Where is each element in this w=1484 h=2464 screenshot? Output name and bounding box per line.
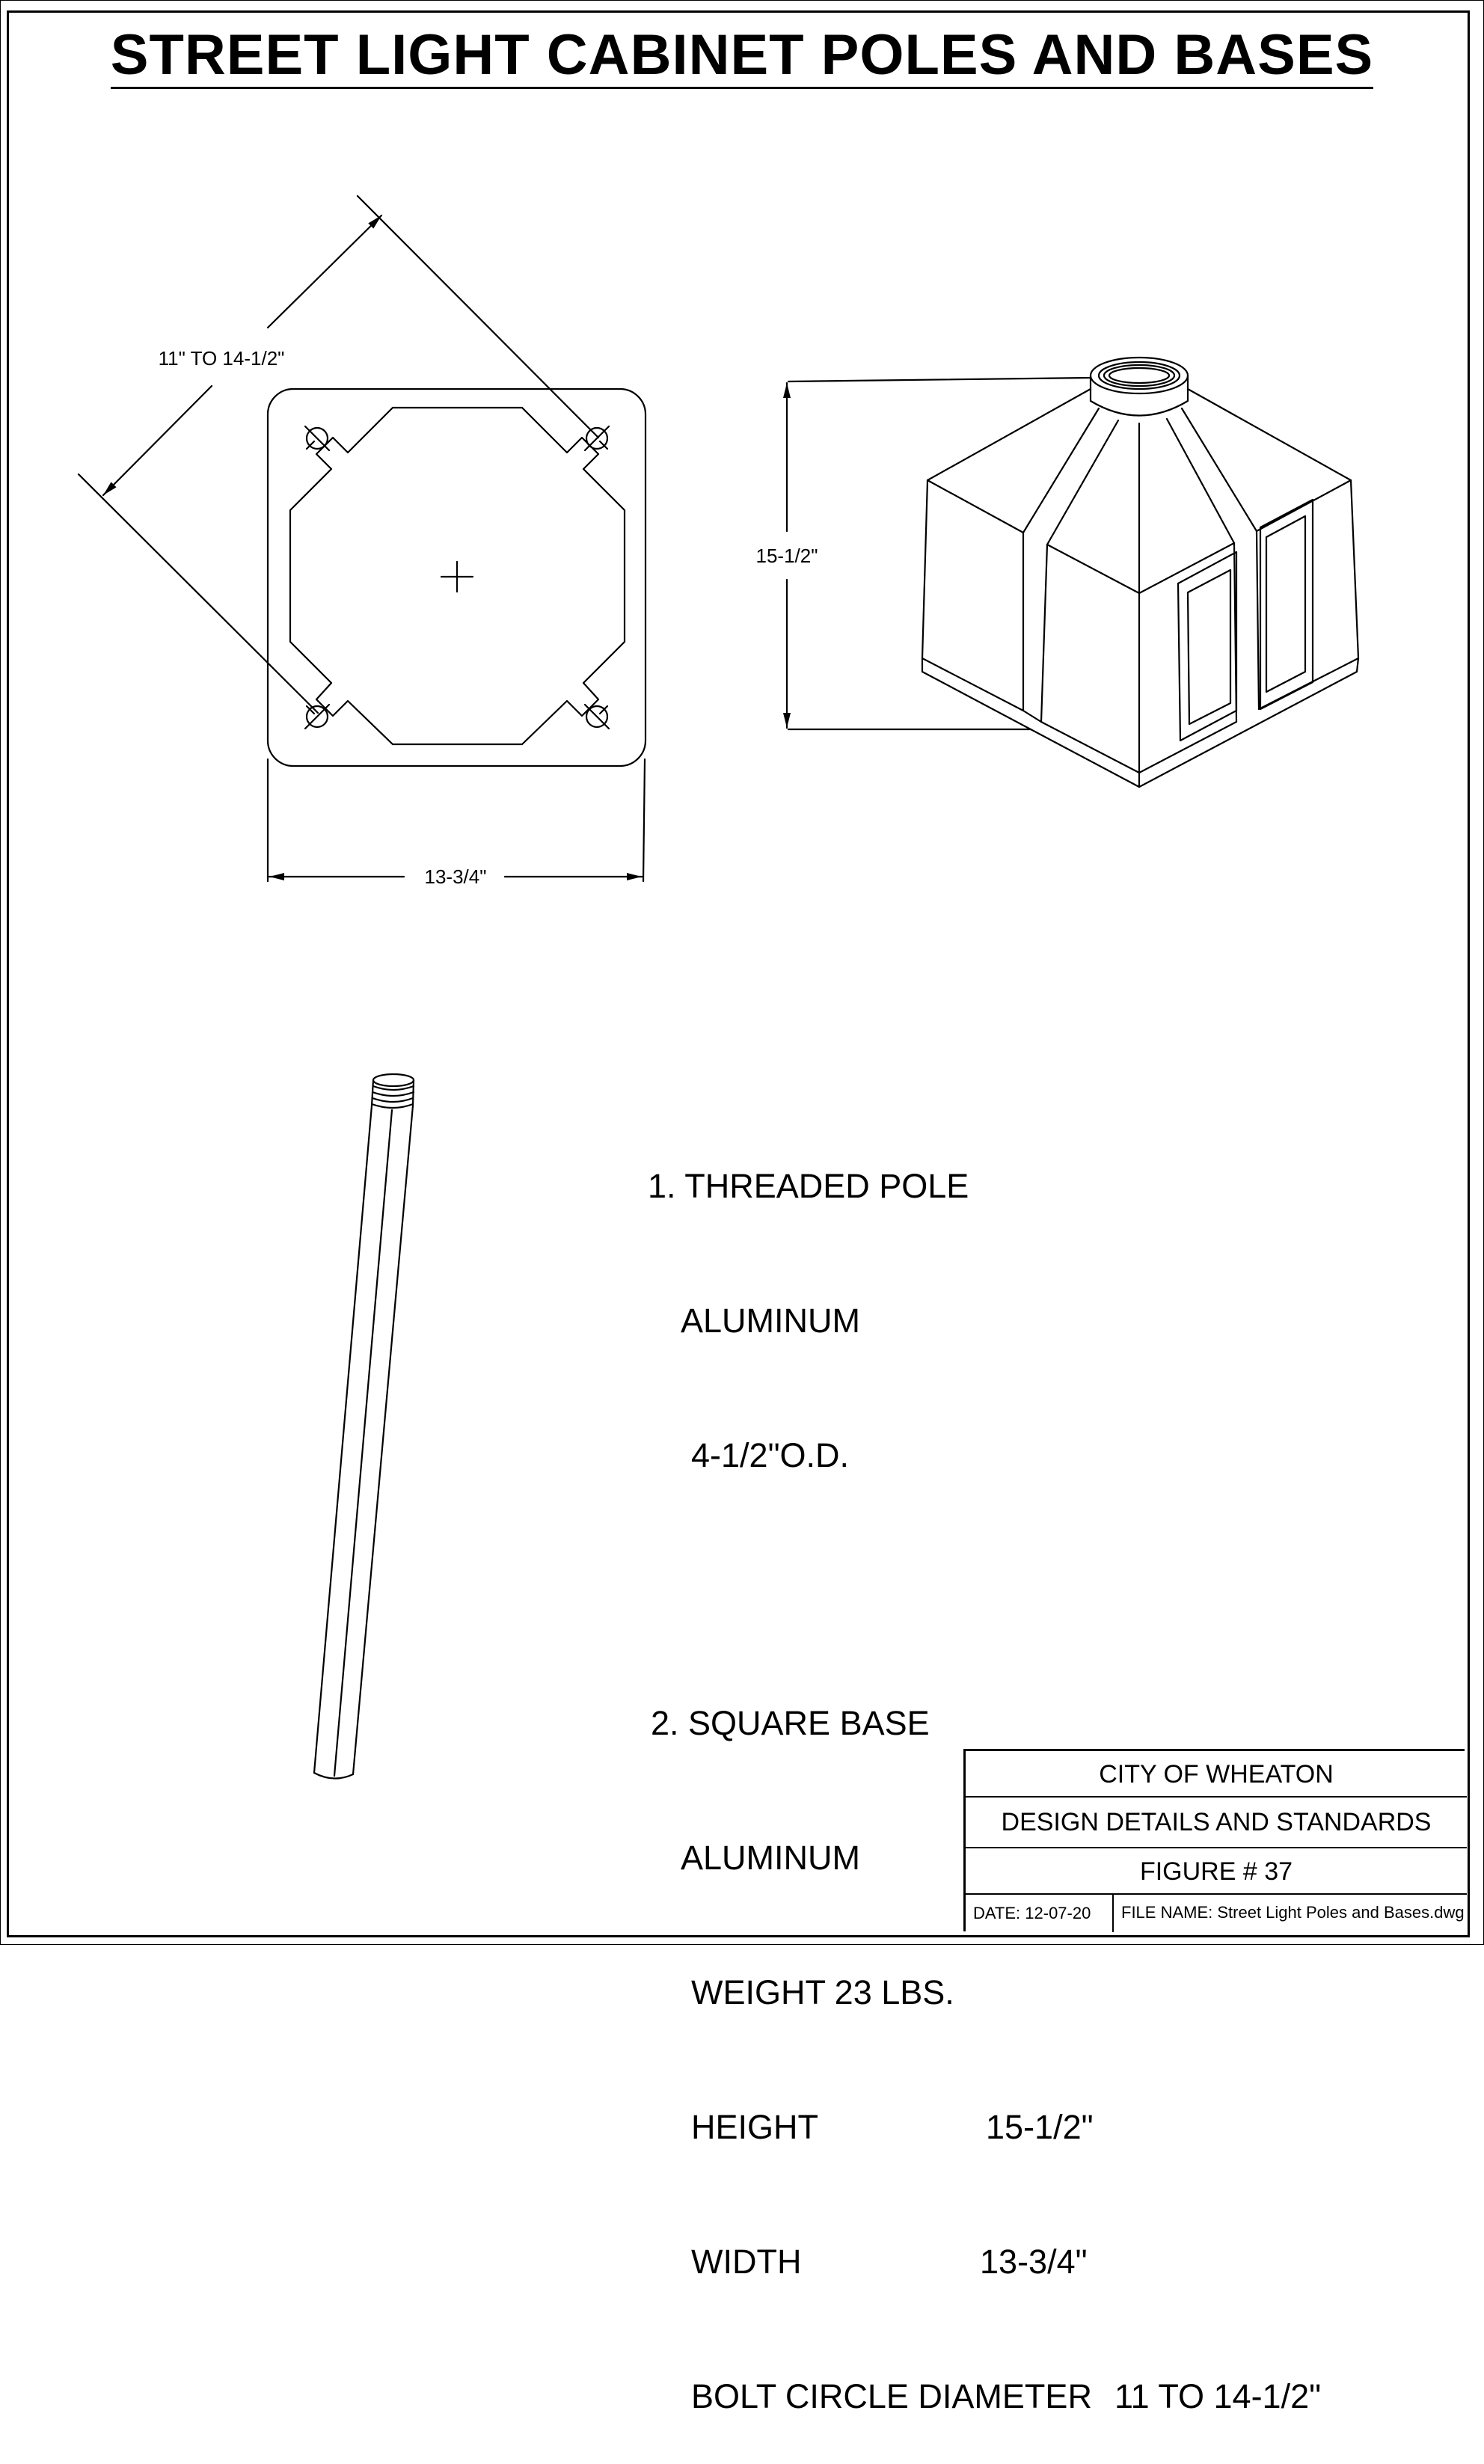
title-block-organization: CITY OF WHEATON (966, 1751, 1467, 1798)
width-label: 13-3/4" (424, 865, 487, 888)
height-label: 15-1/2" (755, 545, 818, 567)
note-width-value: 13-3/4" (980, 2243, 1088, 2281)
base-plan-view (268, 389, 646, 766)
bolt-circle-label: 11" TO 14-1/2" (158, 347, 285, 370)
note-item2-height-row (648, 2105, 1321, 2150)
base-isometric-view (922, 358, 1358, 787)
note-height-label: HEIGHT (691, 2108, 819, 2146)
height-dimension (752, 378, 1091, 729)
note-width-label: WIDTH (691, 2243, 802, 2281)
note-item1-heading: 1. THREADED POLE (648, 1167, 969, 1205)
note-bolt-value: 11 TO 14-1/2" (1114, 2377, 1322, 2415)
title-block (963, 1749, 1465, 1931)
title-block-subtitle: DESIGN DETAILS AND STANDARDS (966, 1798, 1467, 1848)
title-block-figure: FIGURE # 37 (966, 1848, 1467, 1895)
note-item2-width-row (648, 2240, 1321, 2284)
note-bolt-label: BOLT CIRCLE DIAMETER (691, 2377, 1092, 2415)
note-item2-bolt-row (648, 2374, 1321, 2419)
note-item1-od: 4-1/2"O.D. (691, 1436, 850, 1474)
note-item2-weight: WEIGHT 23 LBS. (691, 1973, 954, 2011)
title-block-meta-row (966, 1895, 1467, 1932)
title-block-file-name: FILE NAME: Street Light Poles and Bases.dwg (1121, 1903, 1465, 1922)
bolt-circle-dimension (79, 196, 598, 713)
width-dimension (268, 759, 645, 889)
note-height-value: 15-1/2" (986, 2108, 1094, 2146)
threaded-pole (314, 1074, 414, 1779)
title-block-date: DATE: 12-07-20 (966, 1895, 1114, 1932)
note-item2-heading: 2. SQUARE BASE (651, 1704, 930, 1742)
note-item1-material: ALUMINUM (681, 1302, 861, 1340)
note-item2-material: ALUMINUM (681, 1839, 861, 1877)
drawing-title-text: STREET LIGHT CABINET POLES AND BASES (111, 27, 1373, 89)
note-spacer (648, 1568, 1321, 1611)
